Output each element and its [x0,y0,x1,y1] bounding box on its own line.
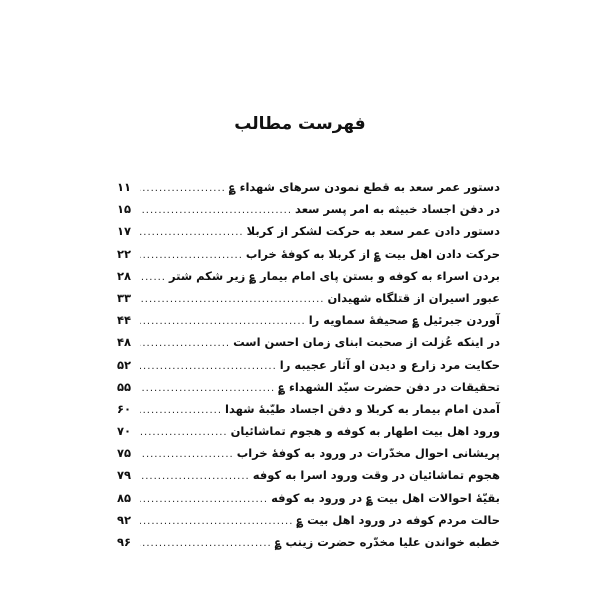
dot-leader [140,311,306,333]
toc-entry-title: عبور اسیران از قتلگاه شهیدان [327,290,500,305]
toc-entry-page: ۱۵ [117,202,132,217]
dot-leader [140,444,234,466]
toc-entry-title: دستور دادن عمر سعد به حرکت لشکر از کربلا [246,224,500,239]
toc-entry [117,220,500,242]
dot-leader [140,222,244,244]
toc-entry-page: ۱۱ [117,180,132,194]
toc-entry-page: ۷۹ [117,468,132,483]
toc-entry [117,198,500,220]
toc-entry [117,509,500,531]
toc-entry-title: دستور عمر سعد به قطع نمودن سرهای شهداء ؏ [228,180,500,194]
toc-entry [117,398,500,420]
toc-entry-title: حالت مردم کوفه در ورود اهل بیت ؏ [296,512,500,527]
dot-leader [140,289,324,311]
toc-entry-page: ۶۰ [117,401,132,416]
toc-entry-page: ۴۴ [117,313,132,328]
toc-entry-title: حکایت مرد زارع و دیدن او آثار عجیبه را [279,357,500,372]
toc-entry [117,531,500,553]
toc-entry-page: ۳۳ [117,290,132,305]
dot-leader [140,489,268,511]
toc-entry-title: حرکت دادن اهل بیت ؏ از کربلا به کوفهٔ خراب [245,246,500,261]
dot-leader [140,378,275,400]
toc-entry-page: ۱۷ [117,224,132,239]
toc-entry-page: ۷۵ [117,446,132,461]
dot-leader [140,511,293,533]
dot-leader [140,400,222,422]
toc-entry-title: تحقیقات در دفن حضرت سیّد الشهداء ؏ [278,379,500,394]
toc-entry-title: آوردن جبرئیل ؏ صحیفهٔ سماویه را [308,313,500,328]
table-of-contents [117,176,500,553]
toc-entry [117,487,500,509]
toc-entry [117,265,500,287]
toc-entry [117,176,500,198]
toc-entry-page: ۸۵ [117,490,132,505]
toc-entry [117,331,500,353]
toc-entry-title: در دفن اجساد خبیثه به امر پسر سعد [295,202,500,217]
dot-leader [140,178,226,200]
page-title: فهرست مطالب [234,114,366,134]
dot-leader [140,466,250,488]
toc-entry-page: ۴۸ [117,335,132,350]
toc-entry [117,287,500,309]
toc-entry-title: پریشانی احوال مخدّرات در ورود به کوفهٔ خراب [236,446,500,461]
toc-entry-page: ۵۲ [117,357,132,372]
dot-leader [140,356,277,378]
dot-leader [140,200,292,222]
dot-leader [140,333,230,355]
toc-entry-title: هجوم تماشائیان در وقت ورود اسرا به کوفه [252,468,500,483]
toc-entry [117,243,500,265]
toc-entry-title: خطبه خواندن علیا مخدّره حضرت زینب ؏ [274,535,500,549]
toc-entry-page: ۷۰ [117,424,132,439]
toc-entry [117,442,500,464]
toc-entry [117,420,500,442]
toc-entry [117,309,500,331]
dot-leader [140,533,272,555]
toc-entry-title: در اینکه عُزلت از صحبت ابنای زمان احسن است [233,335,500,350]
toc-entry-page: ۵۵ [117,379,132,394]
toc-entry [117,354,500,376]
toc-entry-page: ۲۸ [117,268,132,283]
dot-leader [140,267,166,289]
toc-entry-title: بردن اسراء به کوفه و بستن پای امام بیمار ؏ زیر شکم شتر [168,268,500,283]
dot-leader [140,422,228,444]
toc-entry-title: بقیّهٔ احوالات اهل بیت ؏ در ورود به کوفه [271,490,500,505]
toc-entry-title: ورود اهل بیت اطهار به کوفه و هجوم تماشائیان [230,424,500,439]
toc-entry [117,376,500,398]
toc-entry-page: ۹۲ [117,512,132,527]
toc-entry-page: ۹۶ [117,535,132,549]
dot-leader [140,245,243,267]
toc-entry-title: آمدن امام بیمار به کربلا و دفن اجساد طیّبهٔ شهدا [225,401,500,416]
toc-entry [117,464,500,486]
toc-entry-page: ۲۲ [117,246,132,261]
